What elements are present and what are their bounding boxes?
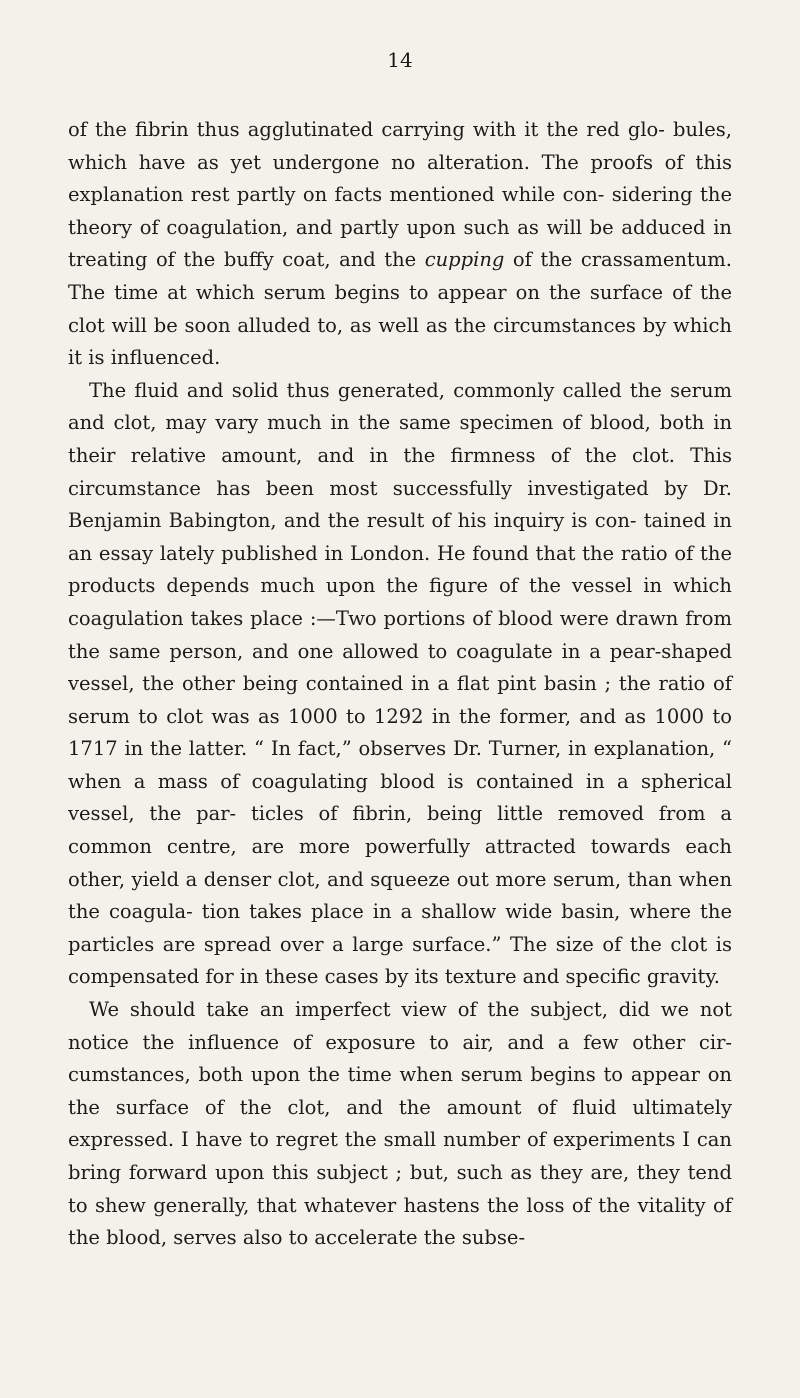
- paragraph-1-italic-cupping: cupping: [424, 248, 505, 272]
- body-text: [68, 114, 732, 1255]
- paragraph-3: [68, 994, 732, 1255]
- paragraph-1-text-a: of the fibrin thus agglutinated carrying with it the red glo- bules, which have as yet undergone no alteration. The proofs of this explanation rest partly on facts mentioned while con- sidering the theory of coagulation, and partly upon such as will be adduced in treating of the buffy coat, and the: [68, 118, 732, 272]
- paragraph-2: [68, 375, 732, 994]
- paragraph-2-text: The fluid and solid thus generated, commonly called the serum and clot, may vary much in the same specimen of blood, both in their relative amount, and in the firmness of the clot. This circumstance has been most successfully investigated by Dr. Benjamin Babington, and the result of his inquiry is con- tained in an essay lately published in London. He found that the ratio of the products depends much upon the figure of the vessel in which coagulation takes place :—Two portions of blood were drawn from the same person, and one allowed to coagulate in a pear-shaped vessel, the other being contained in a flat pint basin ; the ratio of serum to clot was as 1000 to 1292 in the former, and as 1000 to 1717 in the latter. “ In fact,” observes Dr. Turner, in explanation, “ when a mass of coagulating blood is contained in a spherical vessel, the par- ticles of fibrin, being little removed from a common centre, are more powerfully attracted towards each other, yield a denser clot, and squeeze out more serum, than when the coagula- tion takes place in a shallow wide basin, where the particles are spread over a large surface.” The size of the clot is compensated for in these cases by its texture and specific gravity.: [68, 378, 732, 989]
- paragraph-3-text: We should take an imperfect view of the subject, did we not notice the influence of exposure to air, and a few other cir- cumstances, both upon the time when serum begins to appear on the surface of the clot, and the amount of fluid ultimately expressed. I have to regret the small number of experiments I can bring forward upon this subject ; but, such as they are, they tend to shew generally, that whatever hastens the loss of the vitality of the blood, serves also to accelerate the subse-: [68, 998, 732, 1250]
- paragraph-1: [68, 114, 732, 375]
- page-number: 14: [387, 48, 413, 72]
- paragraph-1-text-b: of the crassamentum. The time at which serum begins to appear on the surface of the clot will be soon alluded to, as well as the circumstances by which it is influenced.: [68, 248, 733, 370]
